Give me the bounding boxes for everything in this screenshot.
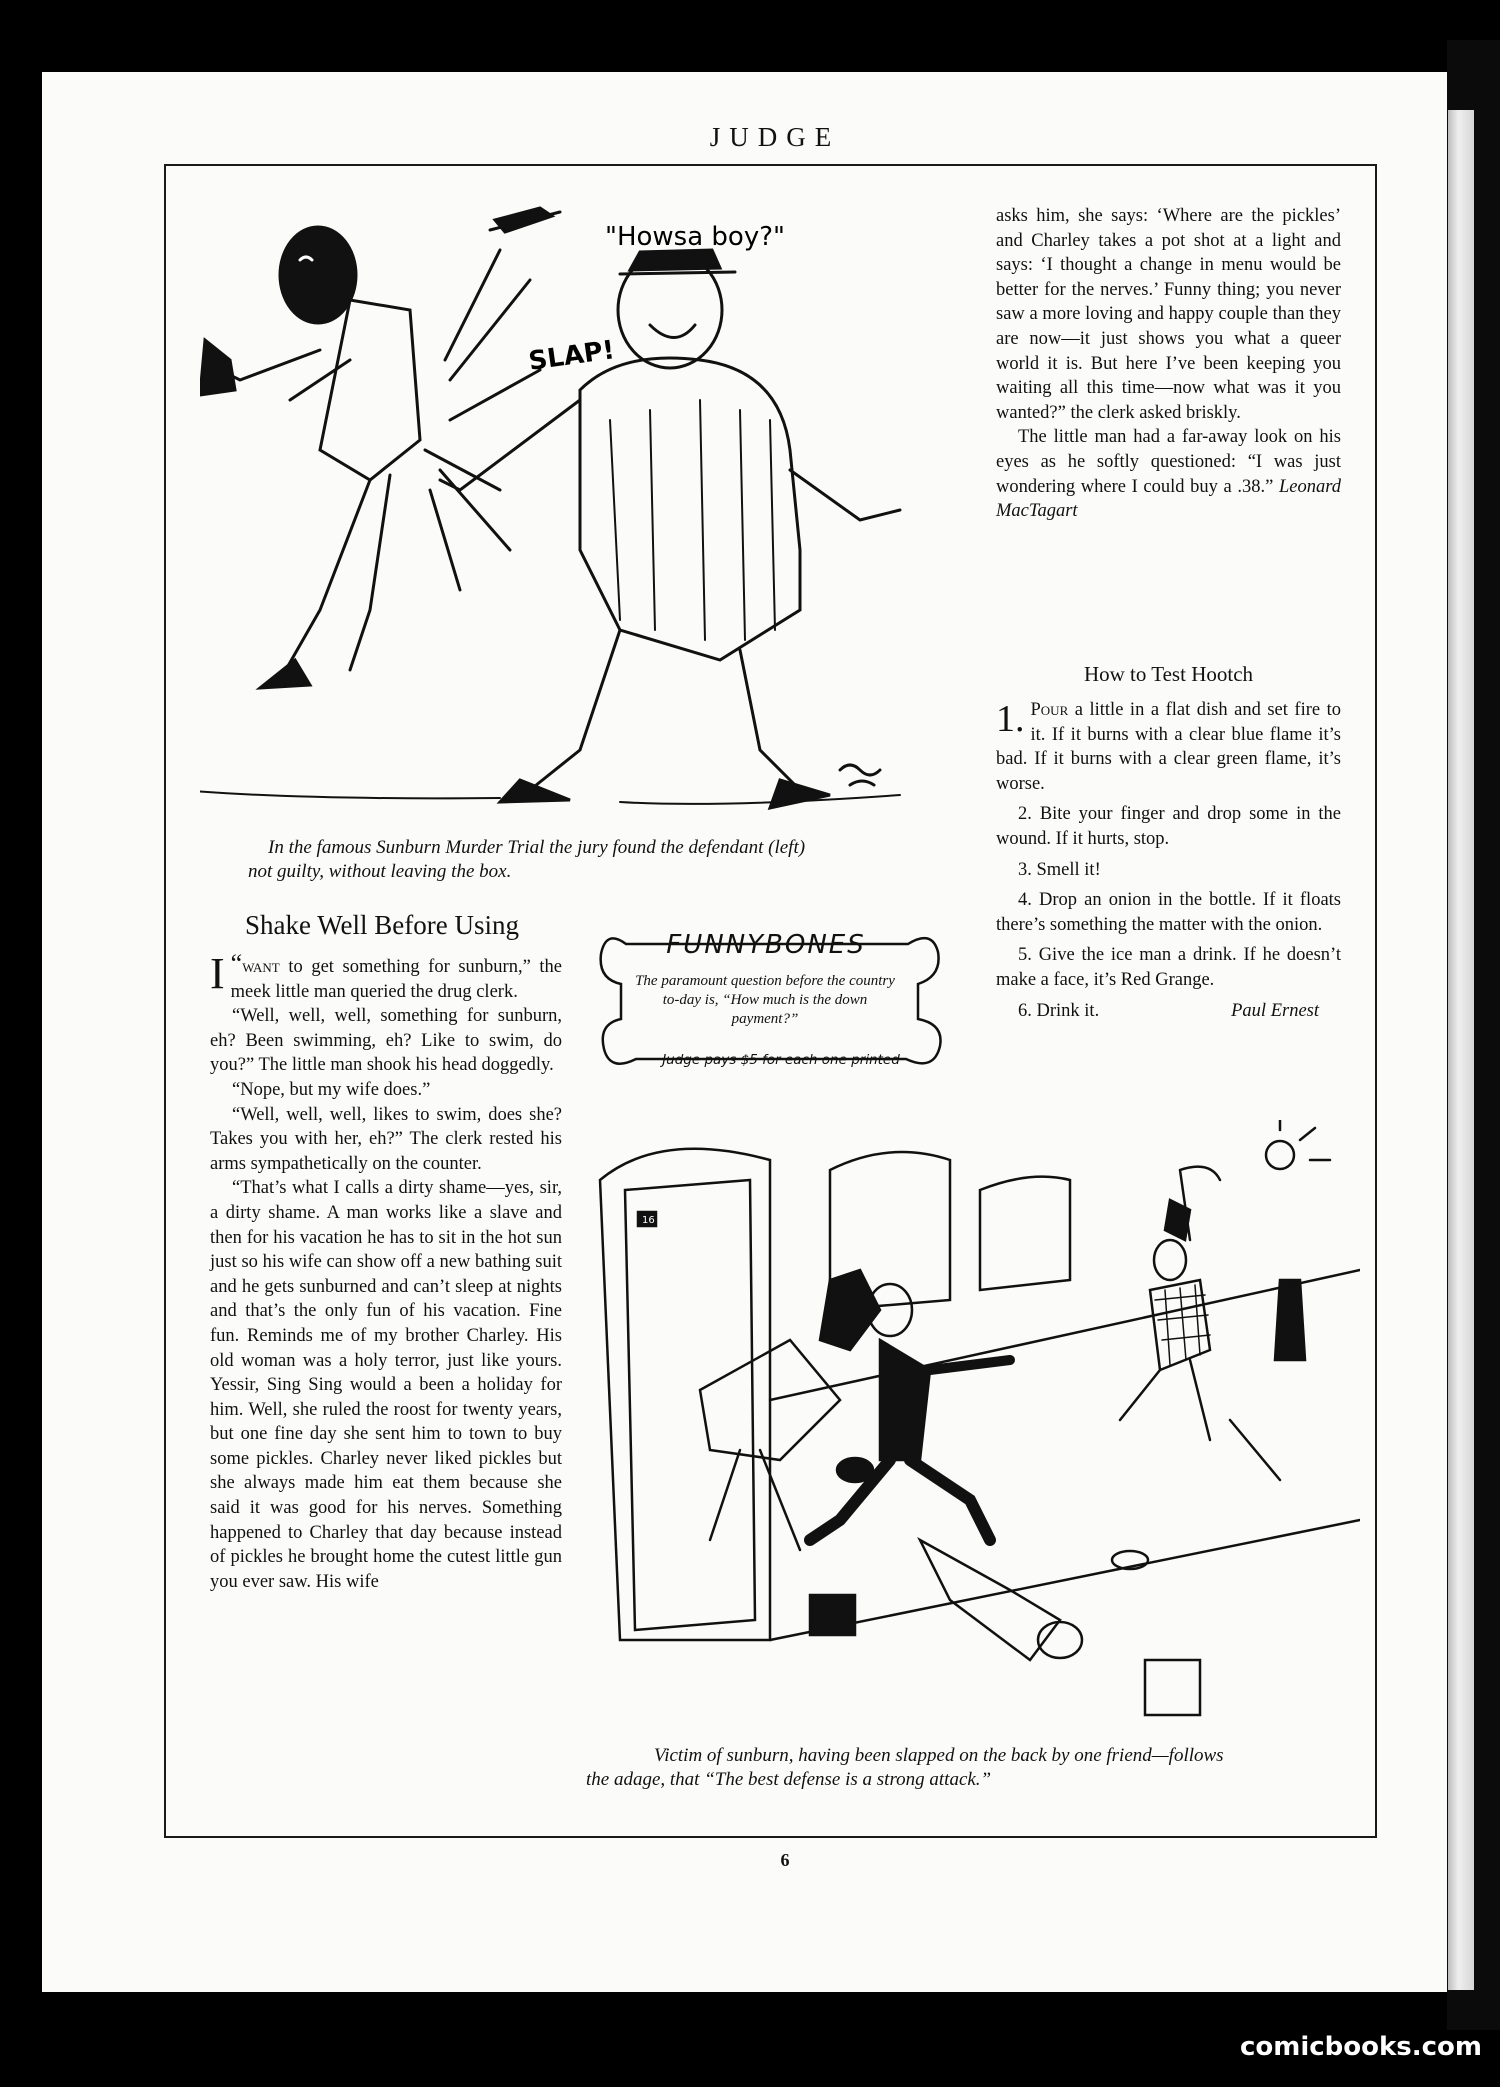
paragraph: asks him, she says: ‘Where are the pickles’ and Charley takes a pot shot at a light and says: ‘I thought a change in menu would be better for the nerves.’ Funny thing; you never saw a more loving and happy couple than they are now—it just shows you what a queer world it is. But here I’ve been keeping you waiting all this time—now what was it you wanted?” the clerk asked briskly. (996, 206, 1341, 423)
drop-cap: I (210, 949, 225, 998)
street-cartoon (590, 1120, 1360, 1740)
funnybones-box (596, 924, 946, 1074)
bottom-caption-line-2: the adage, that “The best defense is a strong attack.” (586, 1769, 992, 1790)
hootch-item: 4. Drop an onion in the bottle. If it floats there’s something the matter with the onion. (996, 890, 1341, 935)
bottom-caption-line-1: Victim of sunburn, having been slapped on the back by one friend—follows (654, 1745, 1224, 1766)
story-right-column (996, 204, 1341, 524)
paragraph: to get something for sunburn,” the meek little man queried the drug clerk. (230, 957, 562, 1002)
story-left-column (210, 949, 562, 1594)
hootch-title: How to Test Hootch (1083, 662, 1254, 686)
top-cartoon-caption (248, 836, 888, 884)
paragraph: “That’s what I calls a dirty shame—yes, sir, a dirty shame. A man works like a slave and then for his vacation he has to sit in the hot sun just so his wife can show off a new bathing suit and he gets sunburned and can’t sleep at nights and that’s the only fun of his vacation. Fine fun. Reminds me of my brother Charley. His old woman was a holy terror, just like yours. Yessir, Sing Sing would a been a holiday for him. Well, she ruled the roost for twenty years, but one fine day she sent him to town to buy some pickles. Charley never liked pickles but she always made him eat them because she said it was good for his nerves. Something happened to Charley that day because instead of pickles he brought home the cutest little gun you ever saw. His wife (210, 1178, 562, 1592)
open-quote: “ (230, 949, 243, 978)
lead-word: want (242, 957, 280, 977)
door-number: 16 (642, 1215, 655, 1226)
hootch-item: 3. Smell it! (1018, 859, 1101, 880)
funnybones-text: The paramount question before the country to-day is, “How much is the down payment?” (635, 973, 895, 1027)
hootch-item-last: 6. Drink it. Paul Ernest (996, 999, 1341, 1024)
hootch-column (996, 698, 1341, 1023)
hootch-item: 5. Give the ice man a drink. If he doesn’t make a face, it’s Red Grange. (996, 945, 1341, 990)
hootch-num-1: 1. (996, 698, 1025, 740)
watermark: comicbooks.com (1239, 2032, 1483, 2062)
sound-effect: SLAP! (526, 335, 617, 377)
page-number: 6 (780, 1850, 790, 1870)
paragraph: The little man had a far-away look on his eyes as he softly questioned: “I was just wondering where I could buy a .38.” Leonard MacTagart (996, 427, 1341, 522)
hootch-item-1: 1. Pour a little in a flat dish and set fire to it. If it burns with a clear blue flame it’s bad. If it burns with a clear green flame, it’s worse. (996, 698, 1341, 794)
hootch-author: Paul Ernest (1231, 1000, 1319, 1021)
hootch-item: 2. Bite your finger and drop some in the wound. If it hurts, stop. (996, 804, 1341, 849)
story-title: Shake Well Before Using (244, 910, 520, 940)
paragraph: “Well, well, well, something for sunburn, eh? Been swimming, eh? Like to swim, do you?” The little man shook his head doggedly. (210, 1006, 562, 1076)
funnybones-footer: Judge pays $5 for each one printed (662, 1052, 900, 1068)
masthead: JUDGE (709, 122, 841, 152)
hootch-lead-word: Pour (1030, 700, 1069, 720)
facing-page-edge (1448, 110, 1474, 1990)
top-caption-line-2: not guilty, without leaving the box. (248, 861, 512, 882)
funnybones-title: FUNNYBONES (666, 930, 866, 960)
story-opening-paragraph (210, 949, 562, 1004)
slap-cartoon (200, 190, 960, 830)
speech-bubble-text: "Howsa boy?" (605, 222, 785, 252)
top-caption-line-1: In the famous Sunburn Murder Trial the jury found the defendant (left) (268, 837, 806, 858)
paragraph: “Well, well, well, likes to swim, does she? Takes you with her, eh?” The clerk rested his arms sympathetically on the counter. (210, 1104, 562, 1174)
paragraph: “Nope, but my wife does.” (232, 1079, 431, 1100)
bottom-cartoon-caption (586, 1744, 1306, 1792)
story-author: Leonard MacTagart (996, 476, 1341, 522)
